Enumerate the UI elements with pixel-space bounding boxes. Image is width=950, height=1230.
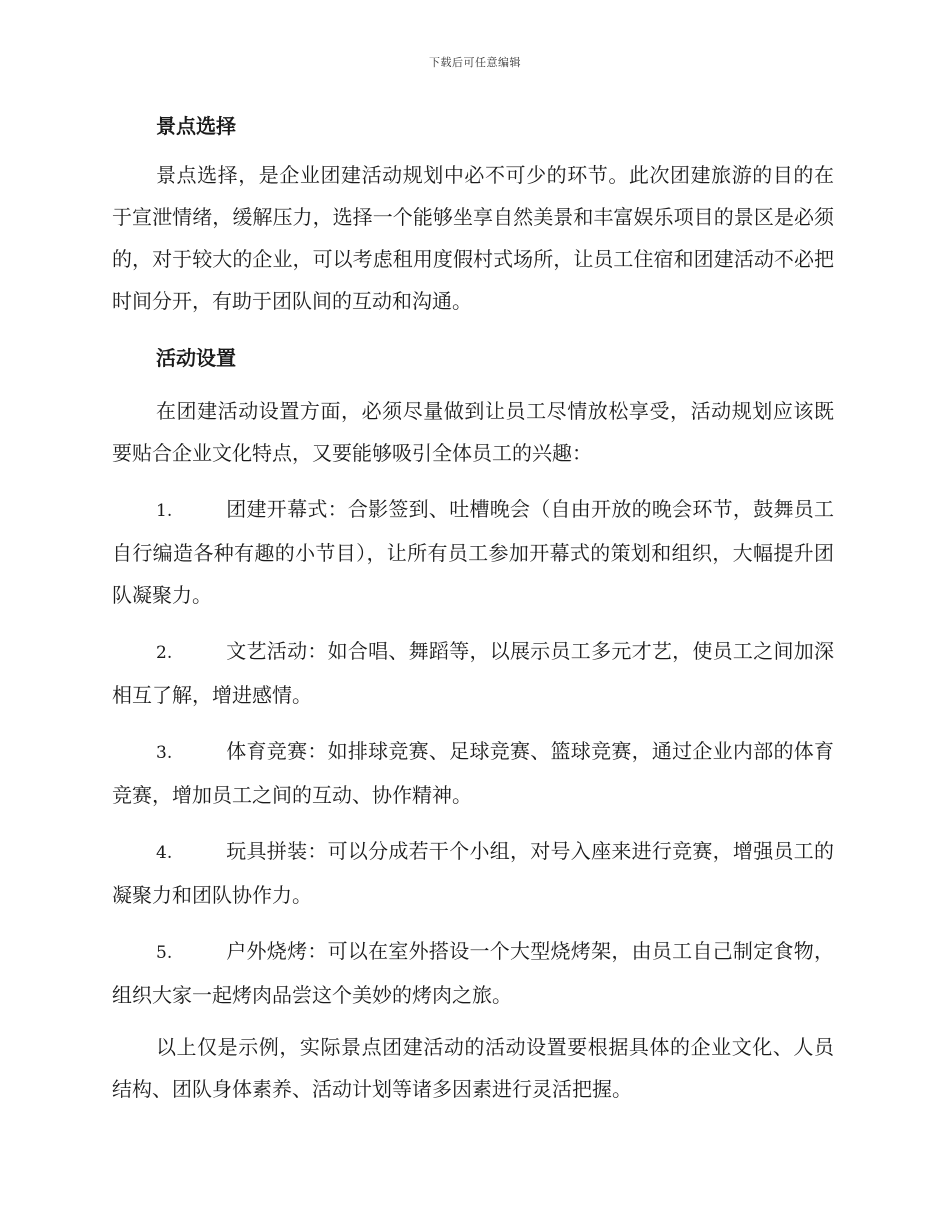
list-item bbox=[112, 630, 834, 716]
list-item bbox=[112, 930, 834, 1016]
list-item-number: 2. bbox=[156, 643, 173, 663]
list-item-text: 玩具拼装：可以分成若干个小组，对号入座来进行竞赛，增强员工的凝聚力和团队协作力。 bbox=[112, 839, 834, 907]
list-item-text: 团建开幕式：合影签到、吐槽晚会（自由开放的晚会环节，鼓舞员工自行编造各种有趣的小节目），让所有员工参加开幕式的策划和组织，大幅提升团队凝聚力。 bbox=[112, 497, 834, 607]
list-item-number: 1. bbox=[156, 501, 173, 521]
section-paragraph-activities-intro: 在团建活动设置方面，必须尽量做到让员工尽情放松享受，活动规划应该既要贴合企业文化特点，又要能够吸引全体员工的兴趣： bbox=[112, 399, 834, 465]
section-title-scenic: 景点选择 bbox=[156, 114, 236, 138]
list-item-text: 体育竞赛：如排球竞赛、足球竞赛、篮球竞赛，通过企业内部的体育竞赛，增加员工之间的互动、协作精神。 bbox=[112, 739, 834, 807]
section-paragraph-scenic: 景点选择，是企业团建活动规划中必不可少的环节。此次团建旅游的目的在于宣泄情绪，缓解压力，选择一个能够坐享自然美景和丰富娱乐项目的景区是必须的，对于较大的企业，可以考虑租用度假村式场所，让员工住宿和团建活动不必把时间分开，有助于团队间的互动和沟通。 bbox=[112, 163, 834, 313]
list-item-number: 3. bbox=[156, 743, 173, 763]
list-item bbox=[112, 730, 834, 816]
section-title-activities: 活动设置 bbox=[156, 346, 236, 370]
list-item-text: 文艺活动：如合唱、舞蹈等，以展示员工多元才艺，使员工之间加深相互了解，增进感情。 bbox=[112, 639, 834, 707]
closing-paragraph: 以上仅是示例，实际景点团建活动的活动设置要根据具体的企业文化、人员结构、团队身体素养、活动计划等诸多因素进行灵活把握。 bbox=[112, 1035, 834, 1101]
list-item-number: 4. bbox=[156, 843, 173, 863]
list-item-number: 5. bbox=[156, 943, 173, 963]
list-item bbox=[112, 488, 834, 616]
page-header-note: 下载后可任意编辑 bbox=[429, 56, 521, 69]
document-body bbox=[112, 108, 834, 1110]
list-item bbox=[112, 830, 834, 916]
list-item-text: 户外烧烤：可以在室外搭设一个大型烧烤架，由员工自己制定食物，组织大家一起烤肉品尝这个美妙的烤肉之旅。 bbox=[112, 939, 834, 1007]
